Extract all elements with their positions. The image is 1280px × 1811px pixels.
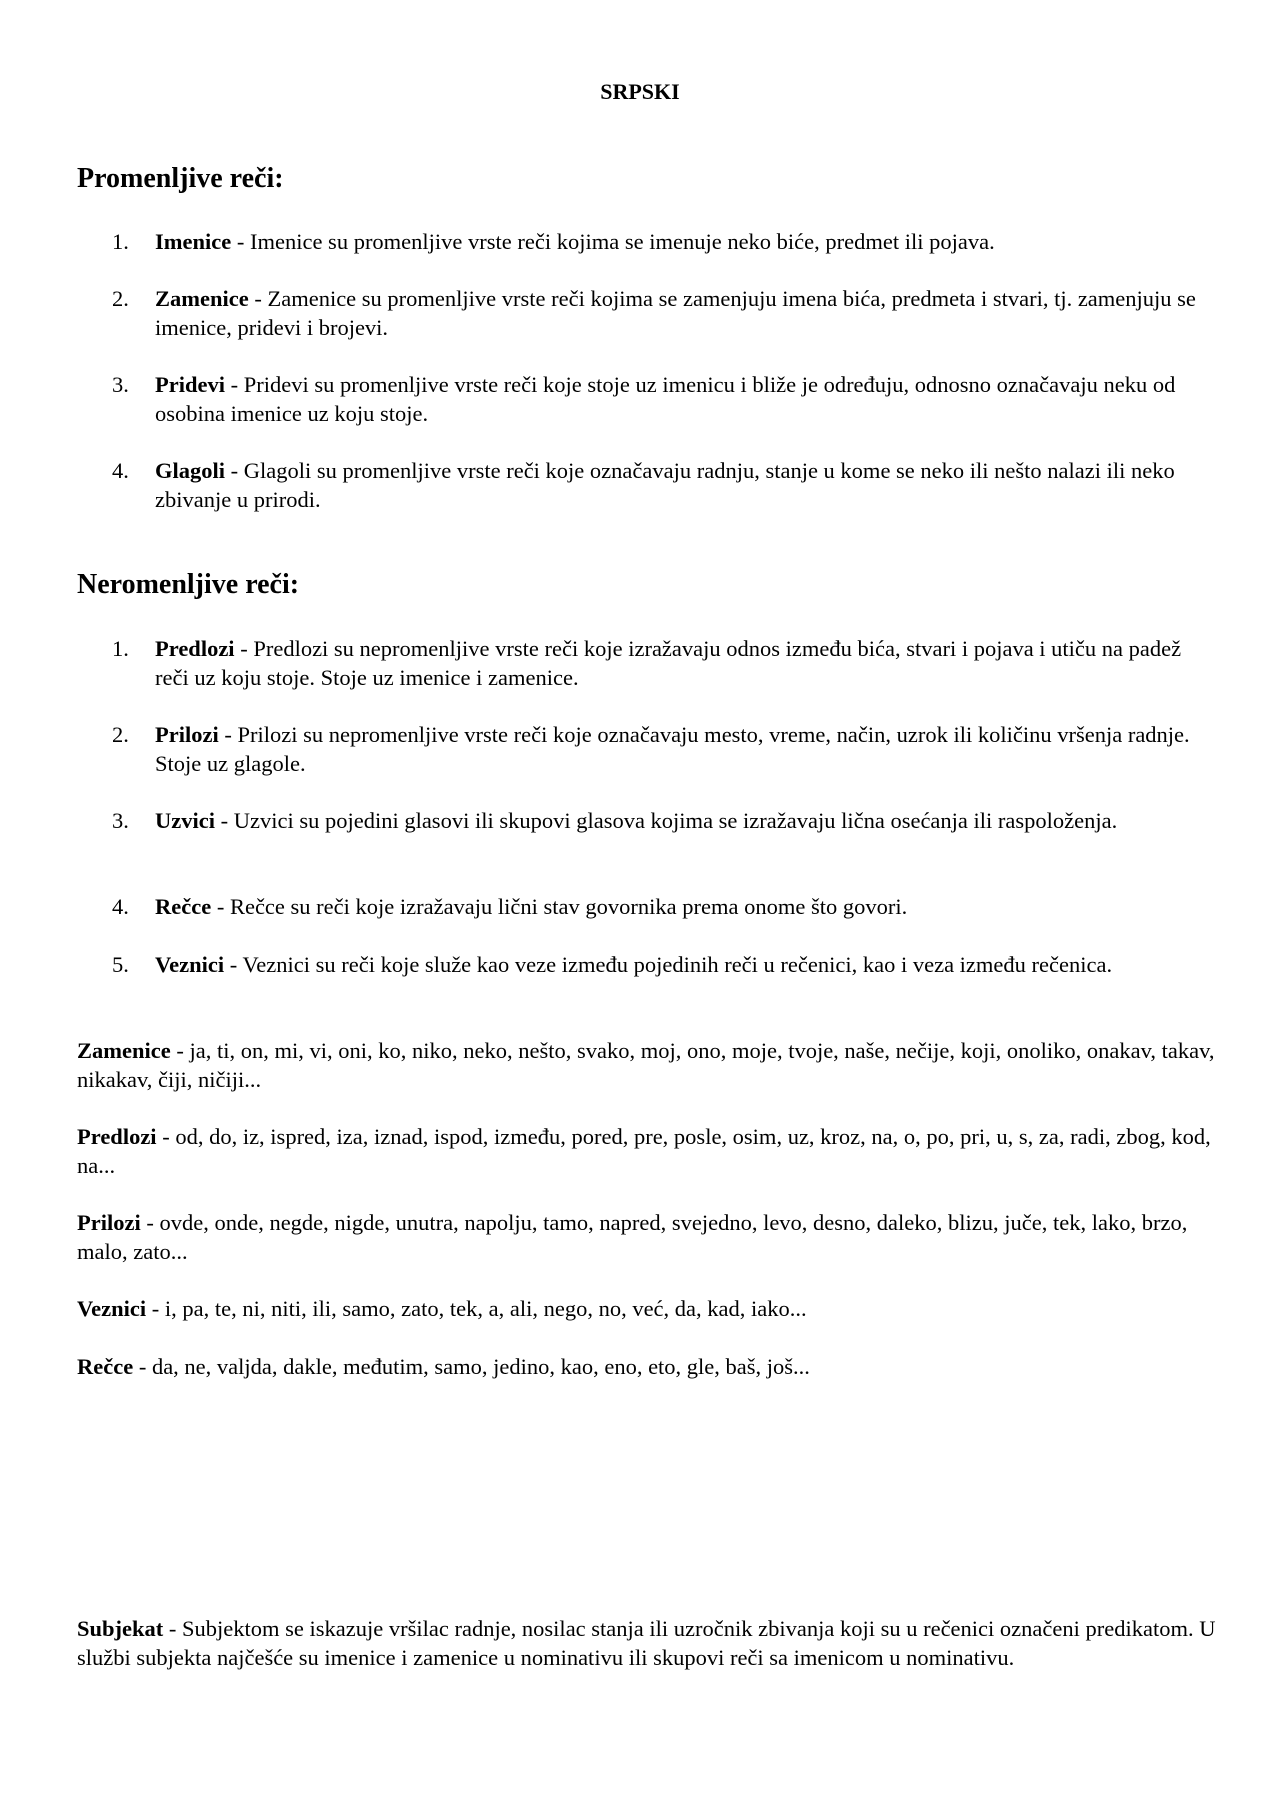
- list-item-body: [155, 806, 1202, 835]
- term-label: Prilozi: [77, 1210, 141, 1235]
- examples-text: - od, do, iz, ispred, iza, iznad, ispod, između, pored, pre, posle, osim, uz, kroz, na, o, po, pri, u, s, za, radi, zbog, kod, na...: [77, 1124, 1211, 1178]
- list-number: 4.: [112, 458, 129, 483]
- term-label: Veznici: [77, 1296, 147, 1321]
- list-item-imenice: [112, 227, 1202, 256]
- list-number: 2.: [112, 286, 129, 311]
- term-label: Predlozi: [155, 636, 235, 661]
- examples-prilozi: [77, 1208, 1217, 1266]
- term-label: Veznici: [155, 952, 225, 977]
- definition-text: - Imenice su promenljive vrste reči kojima se imenuje neko biće, predmet ili pojava.: [231, 229, 995, 254]
- list-item-predlozi: [112, 634, 1202, 692]
- definition-text: - Prilozi su nepromenljive vrste reči koje označavaju mesto, vreme, način, uzrok ili količinu vršenja radnje. Stoje uz glagole.: [155, 722, 1190, 776]
- heading-nepromenljive: Neromenljive reči:: [77, 569, 300, 600]
- list-item-veznici: [112, 950, 1202, 979]
- list-item-prilozi: [112, 720, 1202, 778]
- term-label: Rečce: [155, 894, 212, 919]
- list-item-body: [155, 227, 1202, 256]
- definition-text: - Rečce su reči koje izražavaju lični stav govornika prema onome što govori.: [211, 894, 908, 919]
- list-item-body: [155, 370, 1202, 428]
- list-number: 4.: [112, 894, 129, 919]
- examples-recce: [77, 1352, 1217, 1381]
- term-label: Subjekat: [77, 1616, 164, 1641]
- examples-veznici: [77, 1294, 1217, 1323]
- list-number: 3.: [112, 808, 129, 833]
- list-item-pridevi: [112, 370, 1202, 428]
- list-item-body: [155, 634, 1202, 692]
- list-item-recce: [112, 892, 1202, 921]
- term-label: Imenice: [155, 229, 232, 254]
- list-item-body: [155, 284, 1202, 342]
- definition-text: - Uzvici su pojedini glasovi ili skupovi glasova kojima se izražavaju lična osećanja ili raspoloženja.: [214, 808, 1118, 833]
- term-label: Zamenice: [155, 286, 249, 311]
- definition-text: - Pridevi su promenljive vrste reči koje stoje uz imenicu i bliže je određuju, odnosno označavaju neku od osobina imenice uz koju stoje.: [155, 372, 1176, 426]
- subjekat-definition: [77, 1614, 1217, 1672]
- definition-text: - Subjektom se iskazuje vršilac radnje, nosilac stanja ili uzročnik zbivanja koji su u rečenici označeni predikatom. U službi subjekta najčešće su imenice i zamenice u nominativu ili skupovi reči sa imenicom u nominativu.: [77, 1616, 1216, 1670]
- examples-text: - i, pa, te, ni, niti, ili, samo, zato, tek, a, ali, nego, no, već, da, kad, iako...: [146, 1296, 807, 1321]
- list-item-body: [155, 720, 1202, 778]
- list-item-body: [155, 456, 1202, 514]
- term-label: Prilozi: [155, 722, 219, 747]
- examples-text: - ja, ti, on, mi, vi, oni, ko, niko, neko, nešto, svako, moj, ono, moje, tvoje, naše, nečije, koji, onoliko, onakav, takav, nikakav, čiji, ničiji...: [77, 1038, 1215, 1092]
- term-label: Uzvici: [155, 808, 215, 833]
- list-number: 1.: [112, 229, 129, 254]
- heading-promenljive: Promenljive reči:: [77, 163, 284, 194]
- list-number: 5.: [112, 952, 129, 977]
- examples-text: - da, ne, valjda, dakle, međutim, samo, jedino, kao, eno, eto, gle, baš, još...: [133, 1354, 810, 1379]
- list-number: 1.: [112, 636, 129, 661]
- list-item-uzvici: [112, 806, 1202, 835]
- term-label: Zamenice: [77, 1038, 171, 1063]
- term-label: Pridevi: [155, 372, 225, 397]
- list-item-zamenice: [112, 284, 1202, 342]
- list-item-body: [155, 892, 1202, 921]
- term-label: Glagoli: [155, 458, 226, 483]
- definition-text: - Predlozi su nepromenljive vrste reči koje izražavaju odnos između bića, stvari i pojava i utiču na padež reči uz koju stoje. Stoje uz imenice i zamenice.: [155, 636, 1182, 690]
- document-title: SRPSKI: [600, 79, 680, 104]
- list-number: 3.: [112, 372, 129, 397]
- list-number: 2.: [112, 722, 129, 747]
- term-label: Rečce: [77, 1354, 134, 1379]
- list-item-glagoli: [112, 456, 1202, 514]
- examples-zamenice: [77, 1036, 1217, 1094]
- examples-text: - ovde, onde, negde, nigde, unutra, napolju, tamo, napred, svejedno, levo, desno, daleko, blizu, juče, tek, lako, brzo, malo, zato...: [77, 1210, 1188, 1264]
- examples-predlozi: [77, 1122, 1217, 1180]
- term-label: Predlozi: [77, 1124, 157, 1149]
- definition-text: - Glagoli su promenljive vrste reči koje označavaju radnju, stanje u kome se neko ili nešto nalazi ili neko zbivanje u prirodi.: [155, 458, 1175, 512]
- definition-text: - Zamenice su promenljive vrste reči kojima se zamenjuju imena bića, predmeta i stvari, tj. zamenjuju se imenice, pridevi i brojevi.: [155, 286, 1196, 340]
- definition-text: - Veznici su reči koje služe kao veze između pojedinih reči u rečenici, kao i veza između rečenica.: [224, 952, 1113, 977]
- list-item-body: [155, 950, 1202, 979]
